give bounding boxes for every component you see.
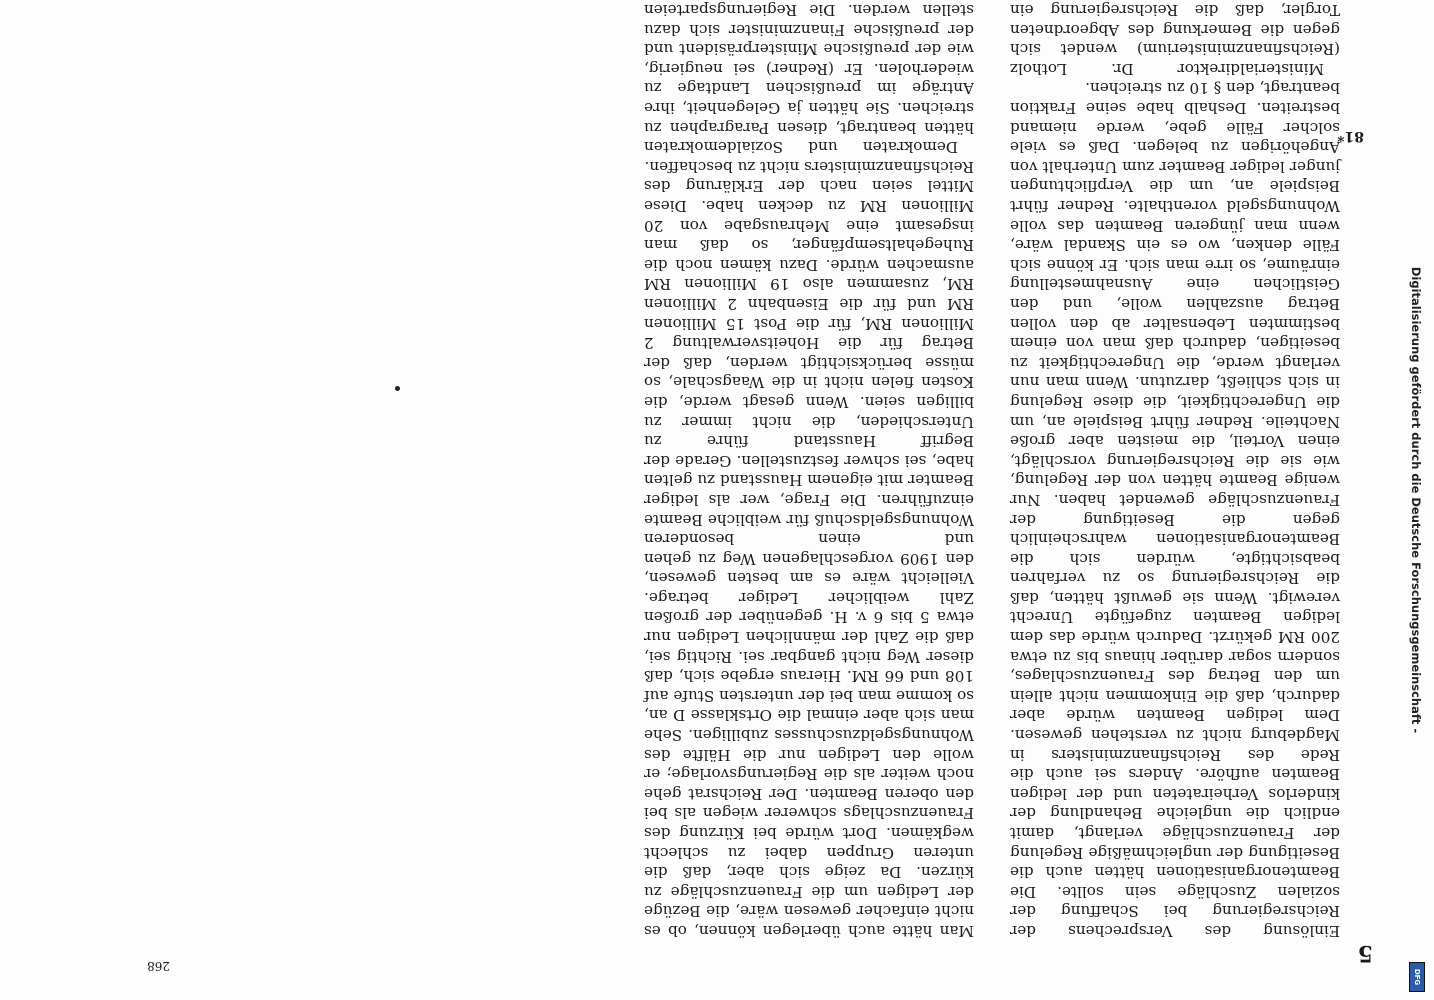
credit-strip — [1398, 0, 1434, 1000]
dfg-logo — [1409, 962, 1425, 992]
scan-speck — [395, 386, 400, 391]
paragraph: Ministerialdirektor Dr. Lotholz (Reichsfinanzministerium) wendet sich gegen die Bemerkung des Abgeordneten Torgler, daß die Reichsregierung ein — [1010, 1, 1340, 78]
left-folio: 268 — [147, 959, 170, 973]
paragraph: Man hätte auch überlegen können, ob es nicht einfacher gewesen wäre, die Bezüge der Ledigen um die Frauenzuschläge zu kürzen. Da zeige sich aber, daß die unteren Gruppen dabei zu schlecht wegkämen. Dort würde bei Kürzung des Frauenzuschlags schwerer wiegen als bei den oberen Beamten. Der Reichsrat gehe noch weiter als die Regierungsvorlage; er wolle den Ledigen nur die Hälfte des Wohnungsgeldzuschusses zubilligen. Sehe man sich aber einmal die Ortsklasse D an, so komme man bei der untersten Stufe auf 108 und 66 RM. Hieraus ergebe sich, daß dieser Weg nicht gangbar sei. Richtig sei, daß die Zahl der männlichen Ledigen nur etwa 5 bis 6 v. H. gegenüber der großen Zahl weiblicher Lediger betrage. Vielleicht wäre es am besten gewesen, den 1909 vorgeschlagenen Weg zu gehen und einen besonderen Wohnungsgeldschuß für weibliche Beamte einzuführen. Die Frage, wer als lediger Beamter mit eigenem Hausstand zu gelten habe, sei schwer festzustellen. Gerade der Begriff Hausstand führe zu Unterschieden, die nicht immer zu billigen seien. Wenn gesagt werde, die Kosten fielen nicht in die Waagschale, so müsse berücksichtigt werden, daß der Betrag für die Hoheitsverwaltung 2 Millionen RM, für die Post 15 Millionen RM und für die Eisenbahn 2 Millionen RM, zusammen also 19 Millionen RM ausmachen würde. Dazu kämen noch die Ruhegehaltsempfänger, so daß man insgesamt eine Mehrausgabe von 20 Millionen RM zu decken habe. Diese Mittel seien nach der Erklärung des Reichsfinanzministers nicht zu beschaffen. — [644, 157, 974, 940]
credit-line: Digitalisierung gefördert durch die Deutsche Forschungsgemeinschaft - — [1409, 266, 1423, 734]
paragraph: Einlösung des Versprechens der Reichsregierung bei Schaffung der sozialen Zuschläge sein sollte. Die Beamtenorganisationen hätten auch die Beseitigung der ungleichmäßige Regelung der Frauenzuschläge verlangt, damit endlich die ungleiche Behandlung der kinderlos Verheirateten und der ledigen Beamten aufhöre. Anders sei auch die Rede des Reichsfinanzministers in Magdeburg nicht zu verstehen gewesen. Dem ledigen Beamten würde aber dadurch, daß die Einkommen nicht allein um den Betrag des Frauenzuschlages, sondern sogar darüber hinaus bis zu etwa 200 RM gekürzt. Dadurch würde das dem ledigen Beamten zugefügte Unrecht verewigt. Wenn sie gewußt hätten, daß die Reichsregierung so zu verfahren beabsichtigte, würden sich die Beamtenorganisationen wahrscheinlich gegen die Beseitigung der Frauenzuschläge gewendet haben. Nur wenige Beamte hätten von der Regelung, wie sie die Reichsregierung vorschlägt, einen Vorteil, die meisten aber große Nachteile. Redner führt Beispiele an, um die Ungerechtigkeit, die diese Regelung in sich schließt, darzutun. Wenn man nun verlangt werde, die Ungerechtigkeit zu beseitigen, dadurch daß man von einem bestimmten Lebensalter ab den vollen Betrag auszahlen wolle, und den Geistlichen eine Ausnahmestellung einräume, so irre man sich. Er könne sich Fälle denken, wo es ein Skandal wäre, wenn man jüngeren Beamten das volle Wohnungsgeld vorenthalte. Redner führt Beispiele an, um die Verpflichtungen junger lediger Beamter zum Unterhalt von Angehörigen zu belegen. Daß es viele solcher Fälle gebe, werde niemand bestreiten. Deshalb habe seine Fraktion beantragt, den § 10 zu streichen. — [1010, 79, 1340, 940]
paragraph: Demokraten und Sozialdemokraten hätten beantragt, diesen Paragraphen zu streichen. Sie hätten ja Gelegenheit, ihre Anträge im preußischen Landtage zu wiederholen. Er (Redner) sei neugierig, wie der preußische Ministerpräsident und der preußische Finanzminister sich dazu stellen werden. Die Regierungsparteien — [644, 1, 974, 157]
dfg-logo-text: DFG — [1413, 968, 1421, 986]
text-column-2 — [644, 1, 974, 940]
text-column-1 — [1010, 1, 1340, 940]
signature-mark: 81* — [1337, 128, 1364, 144]
page-number: 5 — [1357, 940, 1373, 966]
